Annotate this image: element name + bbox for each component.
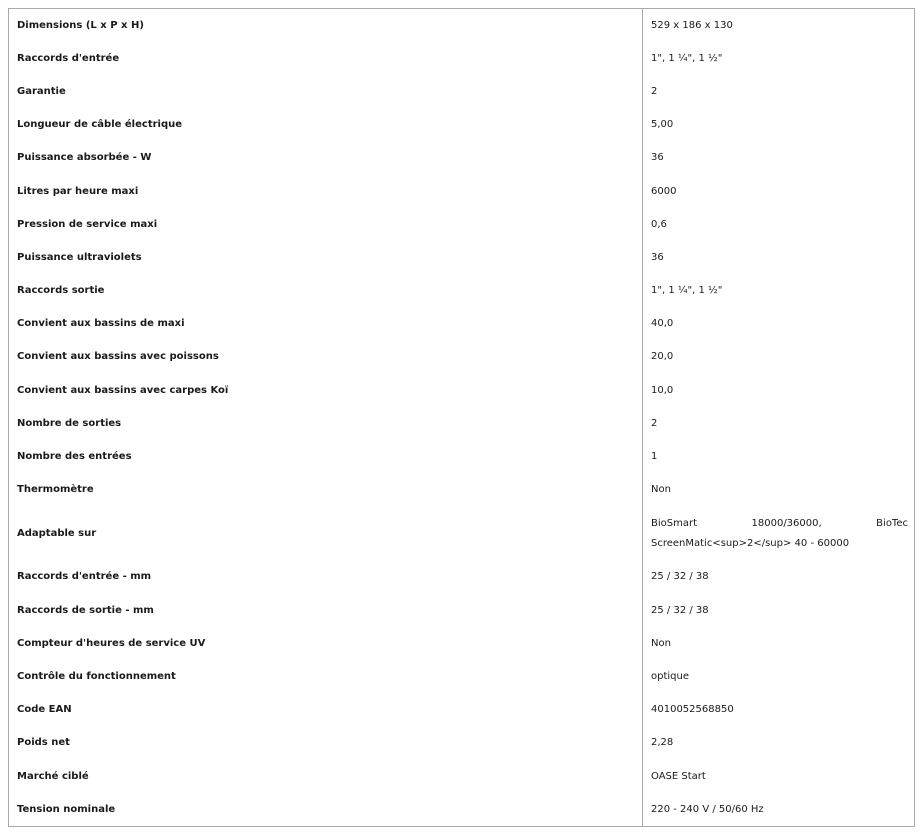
table-row: [9, 627, 915, 660]
spec-value: 6000: [651, 185, 677, 197]
table-row: [9, 440, 915, 473]
table-row: [9, 374, 915, 407]
spec-label: Puissance absorbée - W: [9, 142, 643, 175]
table-row: [9, 42, 915, 75]
spec-value: 1", 1 ¼", 1 ½": [651, 52, 723, 64]
spec-label: Raccords sortie: [9, 275, 643, 308]
table-row: [9, 407, 915, 440]
spec-value: 1: [651, 451, 658, 463]
spec-value: 2: [651, 85, 658, 97]
spec-value: 36: [651, 251, 664, 263]
spec-label: Raccords d'entrée: [9, 42, 643, 75]
spec-value: 20,0: [651, 351, 674, 363]
spec-label: Convient aux bassins avec poissons: [9, 341, 643, 374]
table-row: [9, 474, 915, 507]
spec-label: Contrôle du fonctionnement: [9, 660, 643, 693]
table-row: [9, 341, 915, 374]
spec-value: 36: [651, 152, 664, 164]
table-row: [9, 208, 915, 241]
spec-value: 25 / 32 / 38: [651, 604, 709, 616]
table-row: [9, 694, 915, 727]
table-row: [9, 660, 915, 693]
spec-value: BioSmart 18000/36000, BioTec ScreenMatic<sup>2</sup> 40 - 60000: [651, 517, 908, 549]
spec-label: Convient aux bassins avec carpes Koï: [9, 374, 643, 407]
spec-value: OASE Start: [651, 770, 706, 782]
spec-label: Adaptable sur: [9, 507, 643, 561]
table-row: [9, 308, 915, 341]
spec-label: Poids net: [9, 727, 643, 760]
table-row: [9, 594, 915, 627]
spec-value: Non: [651, 637, 671, 649]
spec-label: Raccords d'entrée - mm: [9, 561, 643, 594]
table-row: [9, 760, 915, 793]
spec-label: Longueur de câble électrique: [9, 109, 643, 142]
spec-value: 25 / 32 / 38: [651, 571, 709, 583]
spec-label: Puissance ultraviolets: [9, 241, 643, 274]
spec-value: 40,0: [651, 318, 674, 330]
spec-value: 5,00: [651, 119, 674, 131]
table-row: [9, 241, 915, 274]
spec-label: Nombre de sorties: [9, 407, 643, 440]
table-row: [9, 507, 915, 561]
spec-value: 529 x 186 x 130: [651, 19, 733, 31]
table-row: [9, 561, 915, 594]
spec-value: 10,0: [651, 384, 674, 396]
spec-label: Dimensions (L x P x H): [9, 9, 643, 43]
spec-label: Pression de service maxi: [9, 208, 643, 241]
spec-label: Thermomètre: [9, 474, 643, 507]
spec-value: optique: [651, 670, 690, 682]
table-row: [9, 793, 915, 827]
spec-label: Garantie: [9, 75, 643, 108]
spec-label: Convient aux bassins de maxi: [9, 308, 643, 341]
spec-value: Non: [651, 484, 671, 496]
table-row: [9, 75, 915, 108]
table-row: [9, 109, 915, 142]
product-specs-table: [8, 8, 915, 827]
spec-value: 0,6: [651, 218, 667, 230]
spec-value: 2: [651, 417, 658, 429]
spec-label: Litres par heure maxi: [9, 175, 643, 208]
spec-value: 220 - 240 V / 50/60 Hz: [651, 803, 764, 815]
table-row: [9, 175, 915, 208]
spec-label: Raccords de sortie - mm: [9, 594, 643, 627]
spec-value: 2,28: [651, 737, 674, 749]
spec-label: Code EAN: [9, 694, 643, 727]
spec-value: 1", 1 ¼", 1 ½": [651, 285, 723, 297]
spec-label: Marché ciblé: [9, 760, 643, 793]
table-row: [9, 142, 915, 175]
table-row: [9, 275, 915, 308]
table-row: [9, 9, 915, 43]
spec-label: Tension nominale: [9, 793, 643, 827]
spec-label: Compteur d'heures de service UV: [9, 627, 643, 660]
table-row: [9, 727, 915, 760]
spec-value: 4010052568850: [651, 704, 734, 716]
spec-label: Nombre des entrées: [9, 440, 643, 473]
